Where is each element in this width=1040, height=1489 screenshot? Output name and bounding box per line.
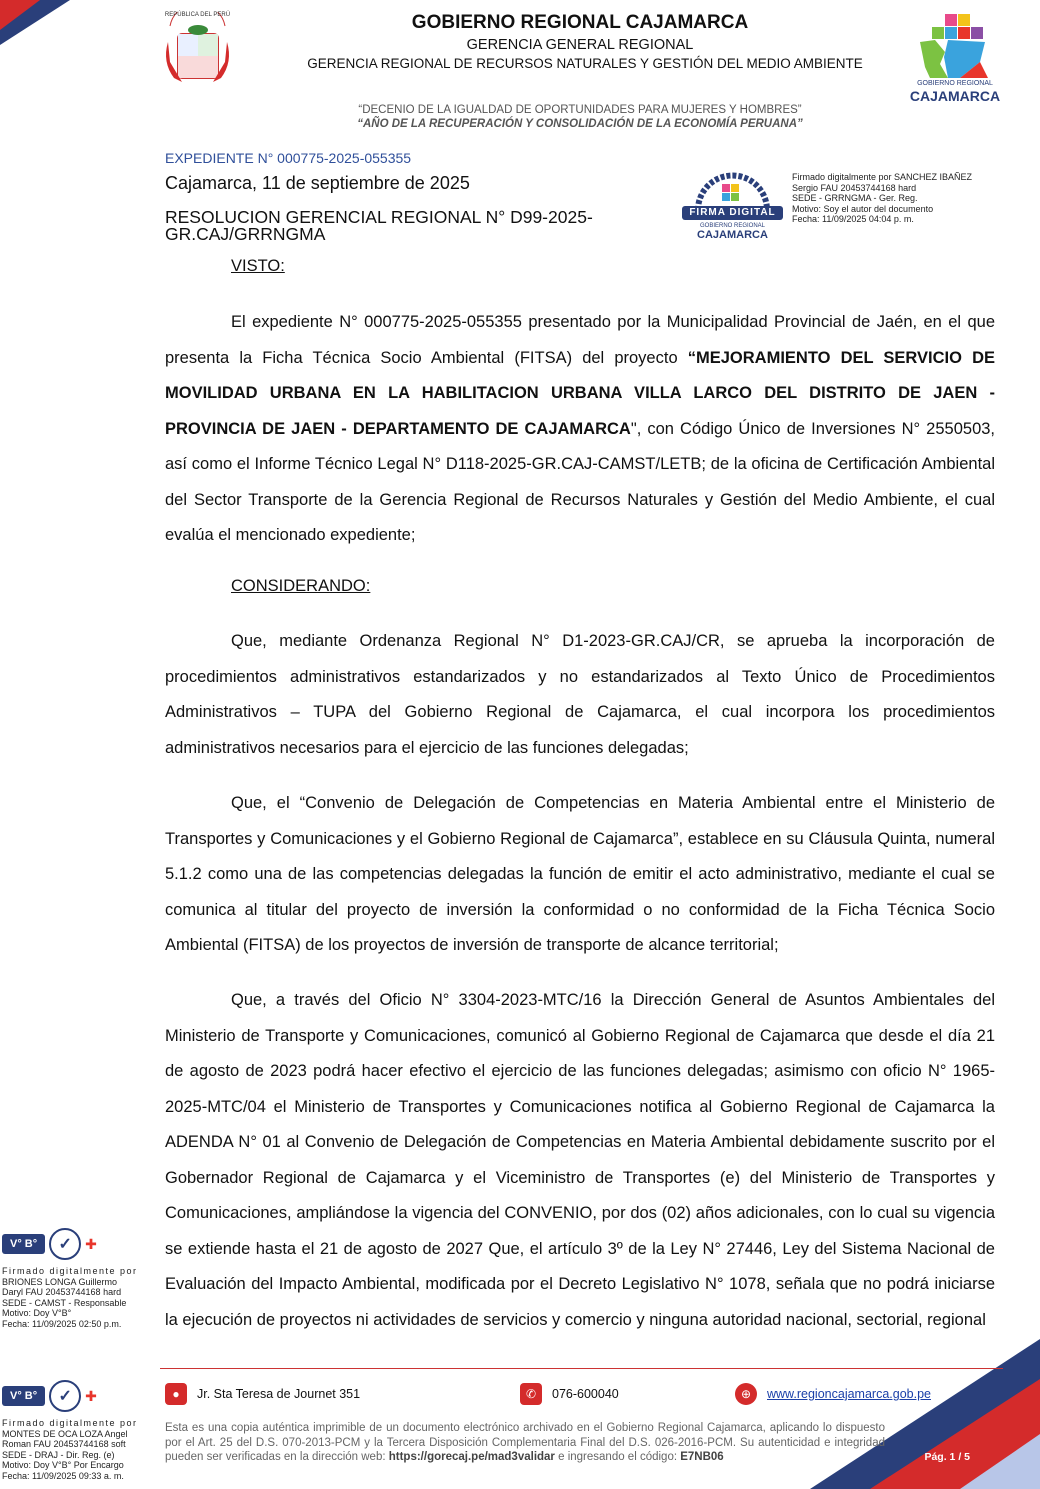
footer-phone	[520, 1383, 619, 1405]
document-date: Cajamarca, 11 de septiembre de 2025	[165, 173, 470, 193]
logo-caption: REPÚBLICA DEL PERÚ	[164, 12, 231, 18]
stamp-caption: GOBIERNO REGIONAL	[699, 223, 765, 229]
page-number: Pág. 1 / 5	[924, 1451, 970, 1463]
paragraph-text: Que, a través del Oficio N° 3304-2023-MTC/16 la Dirección General de Asuntos Ambientales del Ministerio de Transporte y Comunicaciones, comunicó al Gobierno Regional de Cajamarca que desde el día 21 de agosto de 2023 podrá hacer efectivo el ejercicio de las funciones delegadas; asimismo con oficio N° 1965-2025-MTC/04 el Ministerio de Transportes y Comunicaciones notifica al Gobierno Regional de Cajamarca la ADENDA N° 01 al Convenio de Delegación de Competencias en Materia Ambiental debidamente suscrito por el Gobernador Regional de Cajamarca y el Viceministro de Transportes (e) del Ministerio de Transportes y Comunicaciones, ampliándose la vigencia del CONVENIO, por dos (02) años adicionales, con lo cual su vigencia se extiende hasta el 21 de agosto de 2027 Que, el artículo 3º de la Ley N° 27446, Ley del Sistema Nacional de Evaluación del Impacto Ambiental, modificada por el Decreto Legislativo N° 1078, señala que no podrá iniciarse la ejecución de proyectos ni actividades de servicios y comercio y ninguna autoridad nacional, sectorial, regional	[165, 991, 995, 1329]
location-pin-icon: ●	[165, 1383, 187, 1405]
visto-paragraph	[165, 305, 995, 554]
footer-website	[735, 1383, 931, 1405]
considerando-heading: CONSIDERANDO:	[231, 577, 371, 595]
vb-signature-block	[2, 1228, 150, 1329]
vb-badge	[2, 1228, 150, 1260]
signature-details	[792, 172, 972, 225]
disclaimer-text: e ingresando el código:	[554, 1451, 681, 1463]
vb-label: V° B°	[2, 1234, 45, 1254]
signature-line: Roman FAU 20453744168 soft	[2, 1439, 126, 1449]
paragraph-text: El expediente N° 000775-2025-055355 presentado por la Municipalidad Provincial de Jaén, en el que presenta la Ficha Técnica Socio Ambiental (FITSA) del proyecto	[165, 313, 995, 367]
globe-icon: ⊕	[735, 1383, 757, 1405]
regional-mark-icon: ✚	[85, 1235, 97, 1252]
vb-badge	[2, 1380, 150, 1412]
stamp-label: FIRMA DIGITAL	[689, 207, 776, 218]
gobierno-regional-logo	[900, 12, 1010, 104]
disclaimer-text: Esta es una copia auténtica imprimible de un documento electrónico archivado en el Gobierno Regional Cajamarca, aplicando lo dispuesto por el Art. 25 del D.S. 070-2013-PCM y la Tercera Disposición Complementaria Final del D.S. 026-2016-PCM. Su autenticidad e integridad pueden ser verificadas en la dirección web:	[165, 1422, 885, 1463]
signature-line: SEDE - GRRNGMA - Ger. Reg.	[792, 193, 918, 203]
signature-line: Motivo: Soy el autor del documento	[792, 203, 934, 214]
signature-line: Sergio FAU 20453744168 hard	[792, 182, 917, 193]
paragraph-text: ", con Código Único de Inversiones N° 2550503, así como el Informe Técnico Legal N° D118-2025-GR.CAJ-CAMST/LETB; de la oficina de Certificación Ambiental del Sector Transporte de la Gerencia Regional de Recursos Naturales y Gestión del Medio Ambiente, el cual evalúa el mencionado expediente;	[165, 419, 996, 544]
expediente-number: EXPEDIENTE N° 000775-2025-055355	[165, 150, 412, 166]
stamp-caption: CAJAMARCA	[697, 229, 768, 241]
institution-title: GOBIERNO REGIONAL CAJAMARCA	[411, 12, 749, 33]
paragraph-text: Que, mediante Ordenanza Regional N° D1-2023-GR.CAJ/CR, se aprueba la incorporación de procedimientos administrativos estandarizados y no estandarizados al Texto Único de Procedimientos Administrativos – TUPA del Gobierno Regional de Cajamarca, el cual incorpora los procedimientos administrativos necesarios para el ejercicio de las funciones delegadas;	[165, 632, 995, 757]
logo-caption: CAJAMARCA	[909, 88, 1001, 104]
signature-line: Fecha: 11/09/2025 02:50 p.m.	[2, 1318, 122, 1329]
header-department: GERENCIA REGIONAL DE RECURSOS NATURALES Y GESTIÓN DEL MEDIO AMBIENTE	[307, 56, 863, 71]
authenticity-disclaimer	[165, 1421, 885, 1465]
resolution-title: RESOLUCION GERENCIAL REGIONAL N° D99-2025-GR.CAJ/GRRNGMA	[165, 207, 593, 244]
logo-caption: GOBIERNO REGIONAL	[917, 80, 993, 87]
regional-mark-icon: ✚	[85, 1387, 97, 1404]
signature-line: Firmado digitalmente por	[2, 1266, 138, 1276]
corner-decoration	[810, 1339, 1040, 1489]
project-name: “MEJORAMIENTO DEL SERVICIO DE MOVILIDAD URBANA EN LA HABILITACION URBANA VILLA LARCO DEL DISTRITO DE JAEN - PROVINCIA DE JAEN - DEPARTAMENTO DE CAJAMARCA	[165, 348, 995, 438]
validation-link[interactable]: https://gorecaj.pe/mad3validar	[388, 1451, 555, 1463]
signature-line: Fecha: 11/09/2025 09:33 a. m.	[2, 1470, 124, 1481]
footer-address	[165, 1383, 360, 1405]
signature-line: Firmado digitalmente por	[2, 1418, 138, 1428]
corner-decoration	[0, 0, 70, 60]
signature-line: Firmado digitalmente por SANCHEZ IBAÑEZ	[792, 172, 973, 182]
signature-line: MONTES DE OCA LOZA Angel	[2, 1428, 128, 1439]
visto-heading: VISTO:	[231, 257, 285, 275]
signature-line: BRIONES LONGA Guillermo	[2, 1276, 118, 1287]
website-link[interactable]: www.regioncajamarca.gob.pe	[767, 1387, 931, 1401]
anio-slogan: “AÑO DE LA RECUPERACIÓN Y CONSOLIDACIÓN DE LA ECONOMÍA PERUANA”	[357, 118, 803, 130]
check-circle-icon: ✓	[49, 1228, 81, 1260]
digital-signature-stamp	[680, 168, 785, 243]
vb-signature-details	[2, 1418, 150, 1481]
check-circle-icon: ✓	[49, 1380, 81, 1412]
footer-divider	[160, 1368, 1003, 1369]
phone-text: 076-600040	[552, 1387, 619, 1401]
phone-icon: ✆	[520, 1383, 542, 1405]
signature-line: SEDE - DRAJ - Dir. Reg. (e)	[2, 1449, 115, 1460]
decenio-slogan: “DECENIO DE LA IGUALDAD DE OPORTUNIDADES PARA MUJERES Y HOMBRES”	[358, 104, 802, 116]
considerando-paragraph	[165, 983, 995, 1338]
considerando-paragraph	[165, 624, 995, 766]
vb-label: V° B°	[2, 1386, 45, 1406]
signature-line: Motivo: Doy V°B° Por Encargo	[2, 1460, 124, 1470]
peru-coat-of-arms-logo	[160, 12, 235, 102]
address-text: Jr. Sta Teresa de Journet 351	[197, 1387, 361, 1401]
signature-line: Daryl FAU 20453744168 hard	[2, 1287, 122, 1297]
verification-code: E7NB06	[680, 1451, 724, 1463]
considerando-paragraph	[165, 786, 995, 964]
vb-signature-details	[2, 1266, 150, 1329]
signature-line: SEDE - CAMST - Responsable	[2, 1297, 127, 1308]
vb-signature-block	[2, 1380, 150, 1481]
signature-line: Fecha: 11/09/2025 04:04 p. m.	[792, 214, 914, 224]
signature-line: Motivo: Doy V°B°	[2, 1308, 72, 1318]
paragraph-text: Que, el “Convenio de Delegación de Competencias en Materia Ambiental entre el Ministerio de Transportes y Comunicaciones y el Gobierno Regional de Cajamarca”, establece en su Cláusula Quinta, numeral 5.1.2 como una de las competencias delegadas la función de emitir el acto administrativo, mediante el cual se comunica al titular del proyecto de inversión la conformidad o no conformidad de la Ficha Técnica Socio Ambiental (FITSA) de los proyectos de inversión de transporte de alcance territorial;	[165, 794, 995, 954]
header-subtitle: GERENCIA GENERAL REGIONAL	[466, 37, 694, 53]
